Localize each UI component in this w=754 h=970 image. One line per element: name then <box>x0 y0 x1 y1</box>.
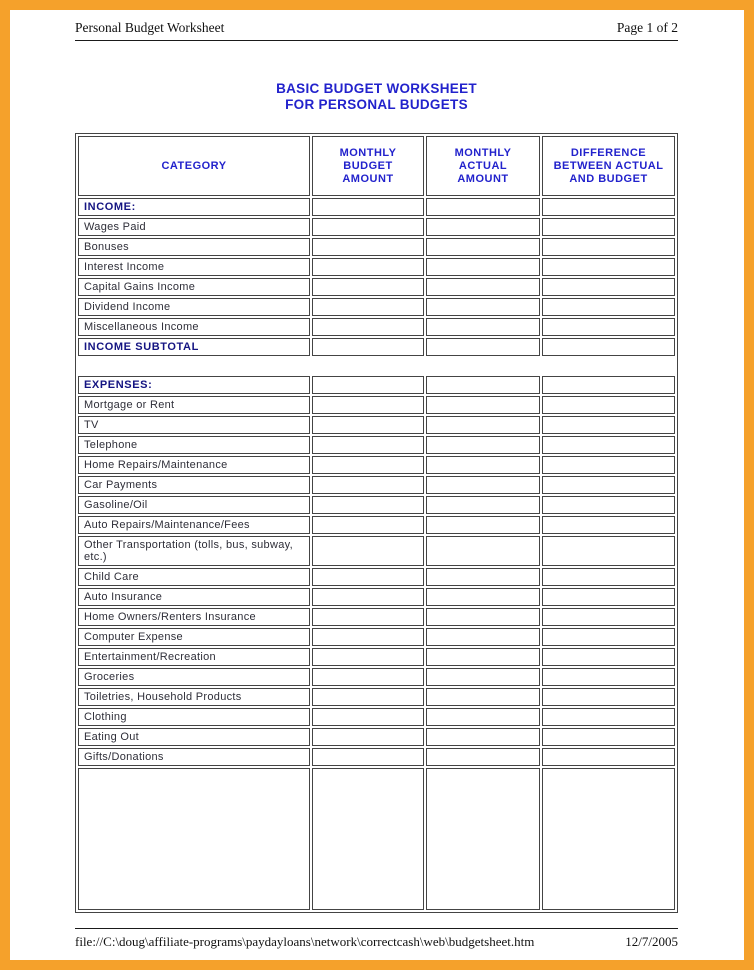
category-cell: Child Care <box>78 568 310 586</box>
difference-cell <box>542 416 675 434</box>
category-cell: Groceries <box>78 668 310 686</box>
category-cell <box>78 358 310 374</box>
table-row <box>78 536 675 566</box>
category-cell: Mortgage or Rent <box>78 396 310 414</box>
table-row <box>78 376 675 394</box>
difference-cell <box>542 688 675 706</box>
table-row <box>78 728 675 746</box>
table-row <box>78 476 675 494</box>
footer-date: 12/7/2005 <box>625 934 678 949</box>
column-header-difference: DIFFERENCE BETWEEN ACTUAL AND BUDGET <box>542 136 675 196</box>
actual-amount-cell <box>426 258 540 276</box>
budget-amount-cell <box>312 218 424 236</box>
budget-amount-cell <box>312 748 424 766</box>
difference-cell <box>542 536 675 566</box>
difference-cell <box>542 198 675 216</box>
actual-amount-cell <box>426 198 540 216</box>
budget-amount-cell <box>312 476 424 494</box>
actual-amount-cell <box>426 748 540 766</box>
category-cell: Bonuses <box>78 238 310 256</box>
category-cell: Home Repairs/Maintenance <box>78 456 310 474</box>
category-cell: Eating Out <box>78 728 310 746</box>
category-cell: Auto Insurance <box>78 588 310 606</box>
category-cell: Miscellaneous Income <box>78 318 310 336</box>
difference-cell <box>542 376 675 394</box>
worksheet-title <box>75 81 678 113</box>
difference-cell <box>542 708 675 726</box>
budget-table <box>75 133 678 913</box>
category-cell: Home Owners/Renters Insurance <box>78 608 310 626</box>
table-header-row <box>78 136 675 196</box>
actual-amount-cell <box>426 628 540 646</box>
page-indicator: Page 1 of 2 <box>616 20 678 35</box>
actual-amount-cell <box>426 238 540 256</box>
table-row <box>78 436 675 454</box>
actual-amount-cell <box>426 728 540 746</box>
budget-amount-cell <box>312 648 424 666</box>
category-cell: Dividend Income <box>78 298 310 316</box>
difference-cell <box>542 218 675 236</box>
difference-cell <box>542 496 675 514</box>
actual-amount-cell <box>426 516 540 534</box>
budget-amount-cell <box>312 728 424 746</box>
budget-amount-cell <box>312 668 424 686</box>
budget-amount-cell <box>312 456 424 474</box>
category-cell: TV <box>78 416 310 434</box>
actual-amount-cell <box>426 416 540 434</box>
table-row <box>78 768 675 910</box>
actual-amount-cell <box>426 456 540 474</box>
difference-cell <box>542 648 675 666</box>
table-row <box>78 278 675 296</box>
budget-amount-cell <box>312 608 424 626</box>
table-row <box>78 298 675 316</box>
table-row <box>78 238 675 256</box>
budget-amount-cell <box>312 628 424 646</box>
difference-cell <box>542 258 675 276</box>
budget-amount-cell <box>312 436 424 454</box>
actual-amount-cell <box>426 358 540 374</box>
difference-cell <box>542 748 675 766</box>
budget-amount-cell <box>312 258 424 276</box>
table-row <box>78 608 675 626</box>
budget-amount-cell <box>312 536 424 566</box>
table-row <box>78 648 675 666</box>
actual-amount-cell <box>426 608 540 626</box>
difference-cell <box>542 338 675 356</box>
category-cell: Car Payments <box>78 476 310 494</box>
actual-amount-cell <box>426 536 540 566</box>
table-row <box>78 688 675 706</box>
budget-amount-cell <box>312 688 424 706</box>
budget-amount-cell <box>312 358 424 374</box>
page-header <box>75 18 678 36</box>
category-cell: Toiletries, Household Products <box>78 688 310 706</box>
difference-cell <box>542 728 675 746</box>
table-row <box>78 258 675 276</box>
category-cell: EXPENSES: <box>78 376 310 394</box>
category-cell: Wages Paid <box>78 218 310 236</box>
actual-amount-cell <box>426 318 540 336</box>
budget-amount-cell <box>312 318 424 336</box>
difference-cell <box>542 238 675 256</box>
category-cell: Other Transportation (tolls, bus, subway, etc.) <box>78 536 310 566</box>
table-row <box>78 338 675 356</box>
page-footer <box>75 928 678 950</box>
budget-amount-cell <box>312 298 424 316</box>
difference-cell <box>542 588 675 606</box>
budget-amount-cell <box>312 568 424 586</box>
difference-cell <box>542 668 675 686</box>
worksheet-title-line2: FOR PERSONAL BUDGETS <box>285 97 468 112</box>
table-row <box>78 668 675 686</box>
actual-amount-cell <box>426 338 540 356</box>
actual-amount-cell <box>426 376 540 394</box>
budget-amount-cell <box>312 768 424 910</box>
table-row <box>78 456 675 474</box>
table-row <box>78 588 675 606</box>
table-row <box>78 628 675 646</box>
budget-amount-cell <box>312 516 424 534</box>
budget-amount-cell <box>312 376 424 394</box>
table-row <box>78 416 675 434</box>
category-cell <box>78 768 310 910</box>
worksheet-title-line1: BASIC BUDGET WORKSHEET <box>276 81 477 96</box>
actual-amount-cell <box>426 476 540 494</box>
difference-cell <box>542 476 675 494</box>
actual-amount-cell <box>426 396 540 414</box>
difference-cell <box>542 396 675 414</box>
difference-cell <box>542 436 675 454</box>
budget-amount-cell <box>312 396 424 414</box>
table-row <box>78 318 675 336</box>
table-row <box>78 218 675 236</box>
page-content <box>10 10 744 949</box>
difference-cell <box>542 298 675 316</box>
table-row <box>78 748 675 766</box>
budget-amount-cell <box>312 238 424 256</box>
budget-amount-cell <box>312 588 424 606</box>
table-row <box>78 496 675 514</box>
file-path: file://C:\doug\affiliate-programs\paydayloans\network\correctcash\web\budgetsheet.htm <box>75 934 535 949</box>
actual-amount-cell <box>426 588 540 606</box>
budget-amount-cell <box>312 708 424 726</box>
category-cell: Auto Repairs/Maintenance/Fees <box>78 516 310 534</box>
actual-amount-cell <box>426 648 540 666</box>
actual-amount-cell <box>426 568 540 586</box>
budget-amount-cell <box>312 416 424 434</box>
category-cell: Gasoline/Oil <box>78 496 310 514</box>
category-cell: Gifts/Donations <box>78 748 310 766</box>
actual-amount-cell <box>426 298 540 316</box>
table-row <box>78 708 675 726</box>
table-row <box>78 568 675 586</box>
category-cell: Capital Gains Income <box>78 278 310 296</box>
table-row <box>78 396 675 414</box>
category-cell: Computer Expense <box>78 628 310 646</box>
category-cell: INCOME: <box>78 198 310 216</box>
header-rule <box>75 40 678 41</box>
category-cell: Interest Income <box>78 258 310 276</box>
actual-amount-cell <box>426 278 540 296</box>
column-header-category: CATEGORY <box>78 136 310 196</box>
budget-amount-cell <box>312 278 424 296</box>
difference-cell <box>542 568 675 586</box>
actual-amount-cell <box>426 768 540 910</box>
budget-amount-cell <box>312 496 424 514</box>
category-cell: Clothing <box>78 708 310 726</box>
actual-amount-cell <box>426 218 540 236</box>
column-header-monthly-actual: MONTHLY ACTUAL AMOUNT <box>426 136 540 196</box>
difference-cell <box>542 516 675 534</box>
difference-cell <box>542 318 675 336</box>
difference-cell <box>542 456 675 474</box>
budget-amount-cell <box>312 198 424 216</box>
actual-amount-cell <box>426 668 540 686</box>
category-cell: INCOME SUBTOTAL <box>78 338 310 356</box>
difference-cell <box>542 278 675 296</box>
actual-amount-cell <box>426 496 540 514</box>
table-row <box>78 198 675 216</box>
budget-amount-cell <box>312 338 424 356</box>
actual-amount-cell <box>426 708 540 726</box>
category-cell: Entertainment/Recreation <box>78 648 310 666</box>
table-row <box>78 516 675 534</box>
document-title: Personal Budget Worksheet <box>75 20 225 35</box>
table-row <box>78 358 675 374</box>
difference-cell <box>542 608 675 626</box>
actual-amount-cell <box>426 688 540 706</box>
difference-cell <box>542 768 675 910</box>
difference-cell <box>542 628 675 646</box>
column-header-monthly-budget: MONTHLY BUDGET AMOUNT <box>312 136 424 196</box>
actual-amount-cell <box>426 436 540 454</box>
difference-cell <box>542 358 675 374</box>
category-cell: Telephone <box>78 436 310 454</box>
